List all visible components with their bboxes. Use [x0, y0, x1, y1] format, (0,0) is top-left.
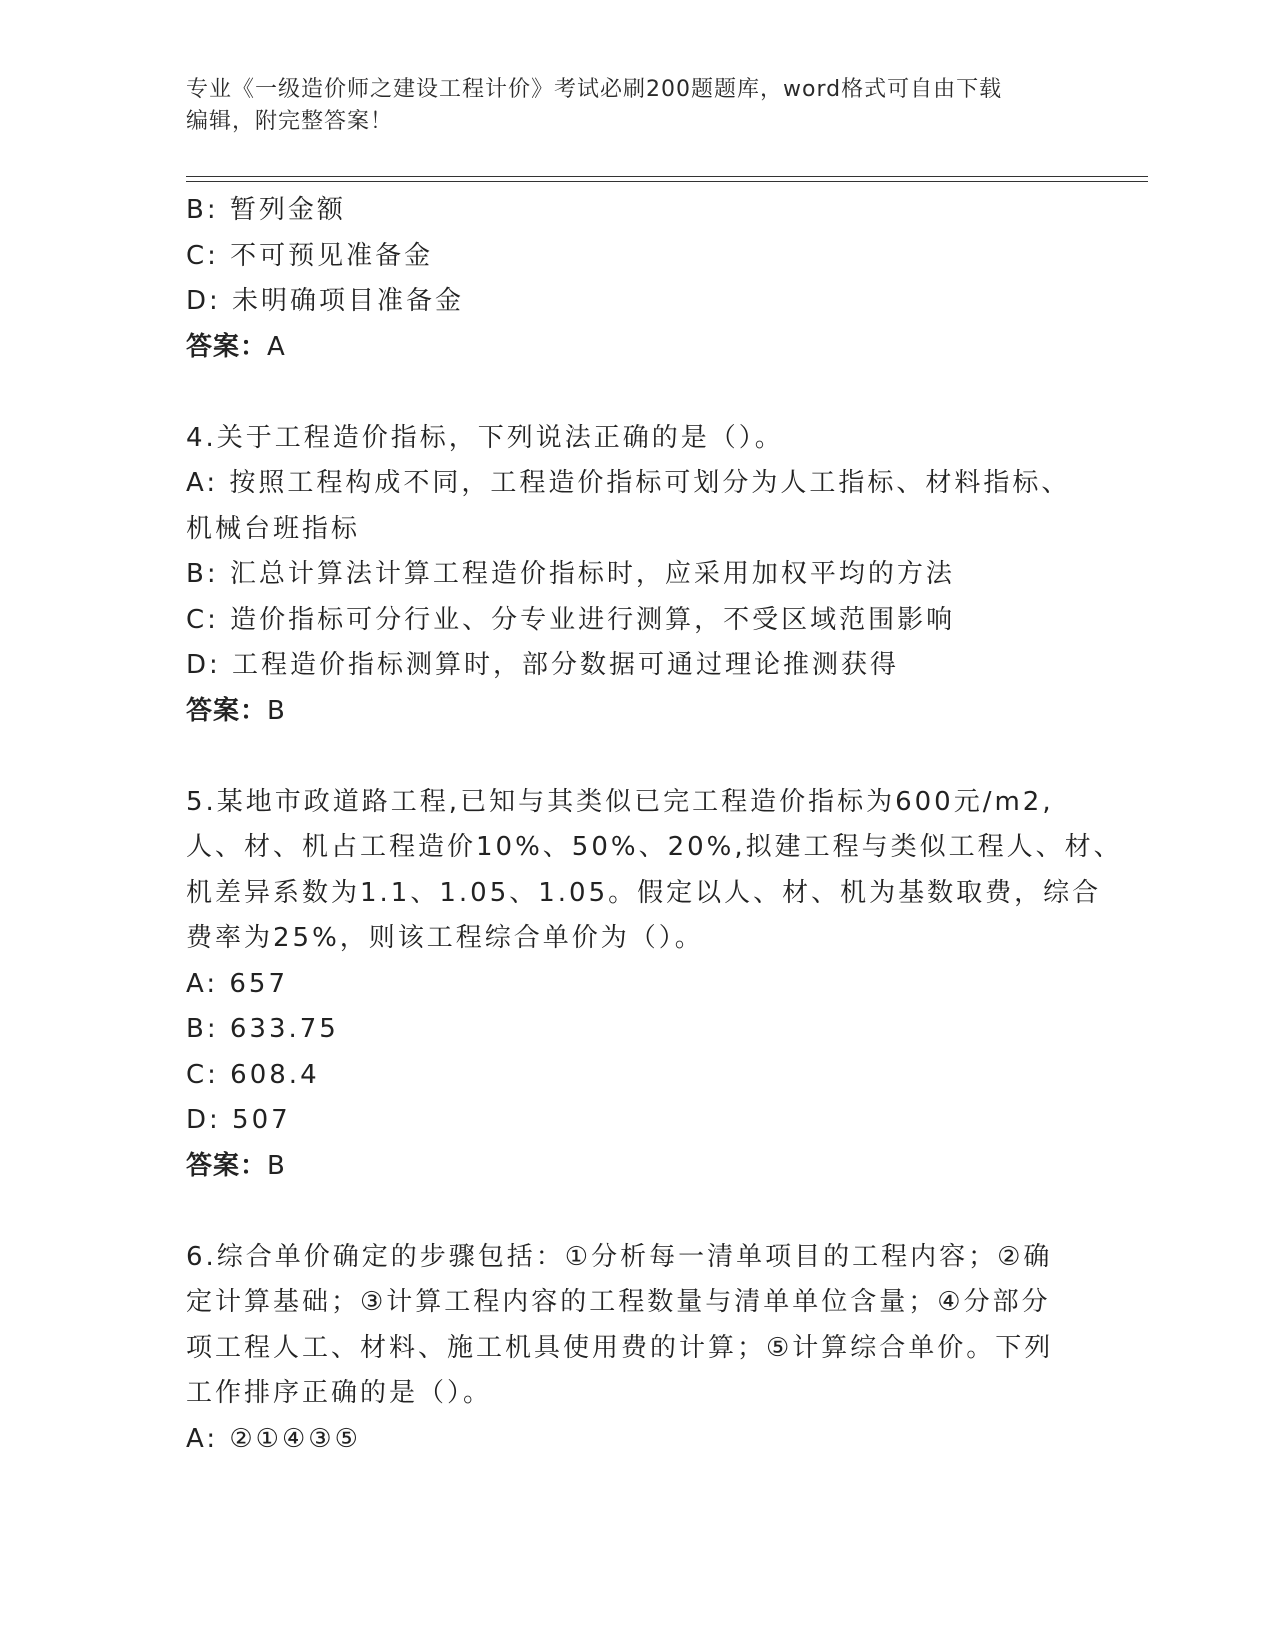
option-b: B: 暂列金额	[186, 195, 346, 225]
question-stem: 费率为25%，则该工程综合单价为（）。	[186, 923, 704, 953]
question-6	[186, 1235, 1086, 1463]
option-d: D: 507	[186, 1105, 291, 1135]
question-stem: 工作排序正确的是（）。	[186, 1378, 493, 1408]
option-b: B: 633.75	[186, 1014, 339, 1044]
option-a: A: ②①④③⑤	[186, 1423, 361, 1454]
answer-value: A	[267, 331, 286, 362]
question-stem: 4.关于工程造价指标，下列说法正确的是（）。	[186, 422, 784, 453]
question-content	[186, 188, 1123, 1462]
question-stem: 6.综合单价确定的步骤包括：①分析每一清单项目的工程内容；②确	[186, 1241, 1053, 1272]
page-header	[186, 74, 1086, 138]
spacer	[186, 370, 1086, 416]
header-line-2: 编辑，附完整答案！	[186, 109, 394, 134]
header-line-1: 专业《一级造价师之建设工程计价》考试必刷200题题库，word格式可自由下载	[186, 77, 1003, 102]
question-stem: 5.某地市政道路工程,已知与其类似已完工程造价指标为600元/m2,	[186, 786, 1054, 817]
answer-line	[186, 1144, 1086, 1190]
option-b: B: 汇总计算法计算工程造价指标时，应采用加权平均的方法	[186, 559, 955, 589]
question-3-continued	[186, 188, 1086, 370]
option-a: A: 657	[186, 968, 288, 999]
question-stem: 人、材、机占工程造价10%、50%、20%,拟建工程与类似工程人、材、	[186, 832, 1123, 862]
question-stem: 定计算基础；③计算工程内容的工程数量与清单单位含量；④分部分	[186, 1287, 1051, 1317]
header-divider	[186, 176, 1148, 182]
question-5	[186, 780, 1123, 1190]
option-d: D: 工程造价指标测算时，部分数据可通过理论推测获得	[186, 650, 900, 680]
answer-line	[186, 689, 1086, 735]
answer-line	[186, 325, 1086, 371]
option-a: A: 按照工程构成不同，工程造价指标可划分为人工指标、材料指标、	[186, 468, 1071, 498]
answer-value: B	[267, 1150, 286, 1181]
question-4	[186, 416, 1086, 735]
question-stem: 项工程人工、材料、施工机具使用费的计算；⑤计算综合单价。下列	[186, 1332, 1054, 1363]
question-stem: 机差异系数为1.1、1.05、1.05。假定以人、材、机为基数取费，综合	[186, 877, 1102, 908]
answer-value: B	[267, 695, 286, 726]
answer-label: 答案：	[186, 1150, 268, 1181]
option-a-continued: 机械台班指标	[186, 513, 361, 544]
answer-label: 答案：	[186, 331, 268, 362]
spacer	[186, 734, 1086, 780]
option-c: C: 不可预见准备金	[186, 240, 434, 271]
answer-label: 答案：	[186, 695, 268, 726]
spacer	[186, 1189, 1086, 1235]
option-c: C: 造价指标可分行业、分专业进行测算，不受区域范围影响	[186, 604, 956, 635]
option-c: C: 608.4	[186, 1059, 320, 1090]
option-d: D: 未明确项目准备金	[186, 286, 465, 316]
